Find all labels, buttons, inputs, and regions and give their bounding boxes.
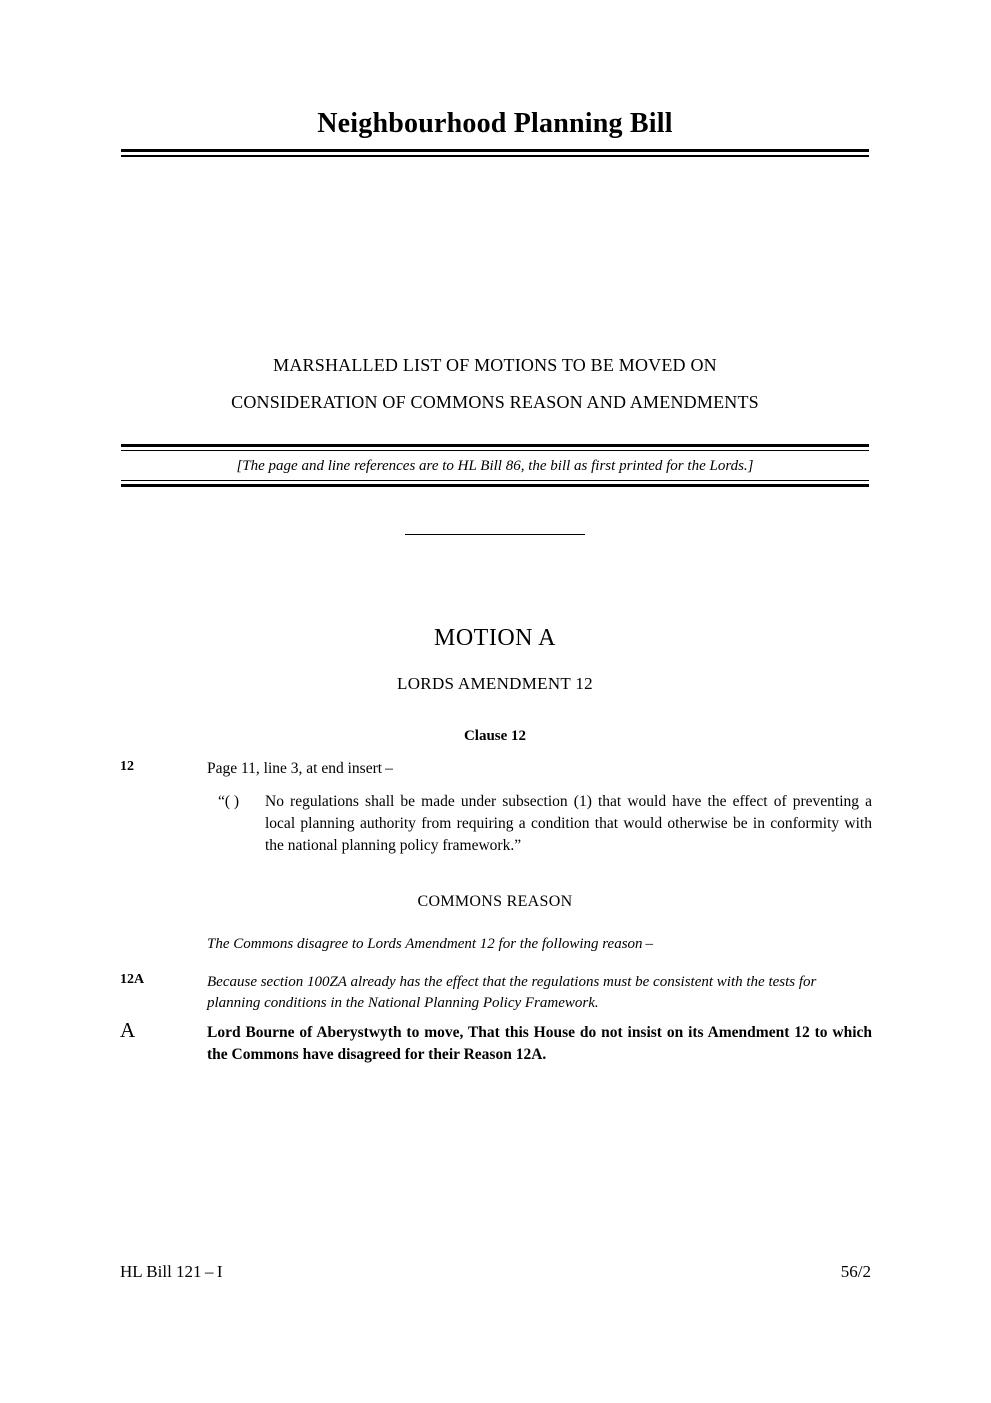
reason-number: 12A [120, 972, 145, 987]
motion-heading: MOTION A [434, 625, 556, 651]
motion-text: Lord Bourne of Aberystwyth to move, That this House do not insist on its Amendment 12 to which the Commons have disagreed for their Reason 12A. [207, 1024, 872, 1063]
commons-disagree-line: The Commons disagree to Lords Amendment 12 for the following reason – [207, 936, 654, 952]
note-rule-above [121, 444, 869, 451]
amendment-instruction: Page 11, line 3, at end insert – [207, 760, 393, 777]
reference-note: [The page and line references are to HL Bill 86, the bill as first printed for the Lords.] [236, 458, 754, 474]
subtitle-line-2: CONSIDERATION OF COMMONS REASON AND AMENDMENTS [231, 392, 759, 412]
rule-thin [121, 155, 869, 157]
subtitle-line-1: MARSHALLED LIST OF MOTIONS TO BE MOVED ON [273, 355, 717, 375]
amendment-quote-block [218, 791, 872, 857]
quote-text: No regulations shall be made under subsection (1) that would have the effect of preventing a local planning authority from requiring a condition that would otherwise be in conformity with the national planning policy framework.” [265, 793, 872, 854]
rule-thin [121, 450, 869, 451]
motion-text-entry [120, 1018, 872, 1065]
reason-text: Because section 100ZA already has the effect that the regulations must be consistent with the tests for planning conditions in the National Planning Policy Framework. [207, 974, 817, 1011]
section-divider [405, 534, 585, 535]
rule-thick [121, 484, 869, 487]
title-double-rule [121, 149, 869, 157]
quote-marker: “( ) [218, 793, 240, 810]
amendment-entry [120, 759, 872, 780]
footer-page-number: 56/2 [840, 1262, 871, 1281]
clause-heading: Clause 12 [463, 728, 527, 744]
amendment-number: 12 [120, 759, 134, 774]
lords-amendment-heading: LORDS AMENDMENT 12 [397, 674, 593, 693]
commons-reason-entry [120, 972, 872, 1013]
commons-reason-heading: COMMONS REASON [417, 893, 573, 910]
footer-bill-reference: HL Bill 121 – I [120, 1262, 223, 1281]
note-rule-below [121, 480, 869, 487]
page-title: Neighbourhood Planning Bill [317, 108, 673, 139]
motion-marker: A [120, 1018, 136, 1042]
